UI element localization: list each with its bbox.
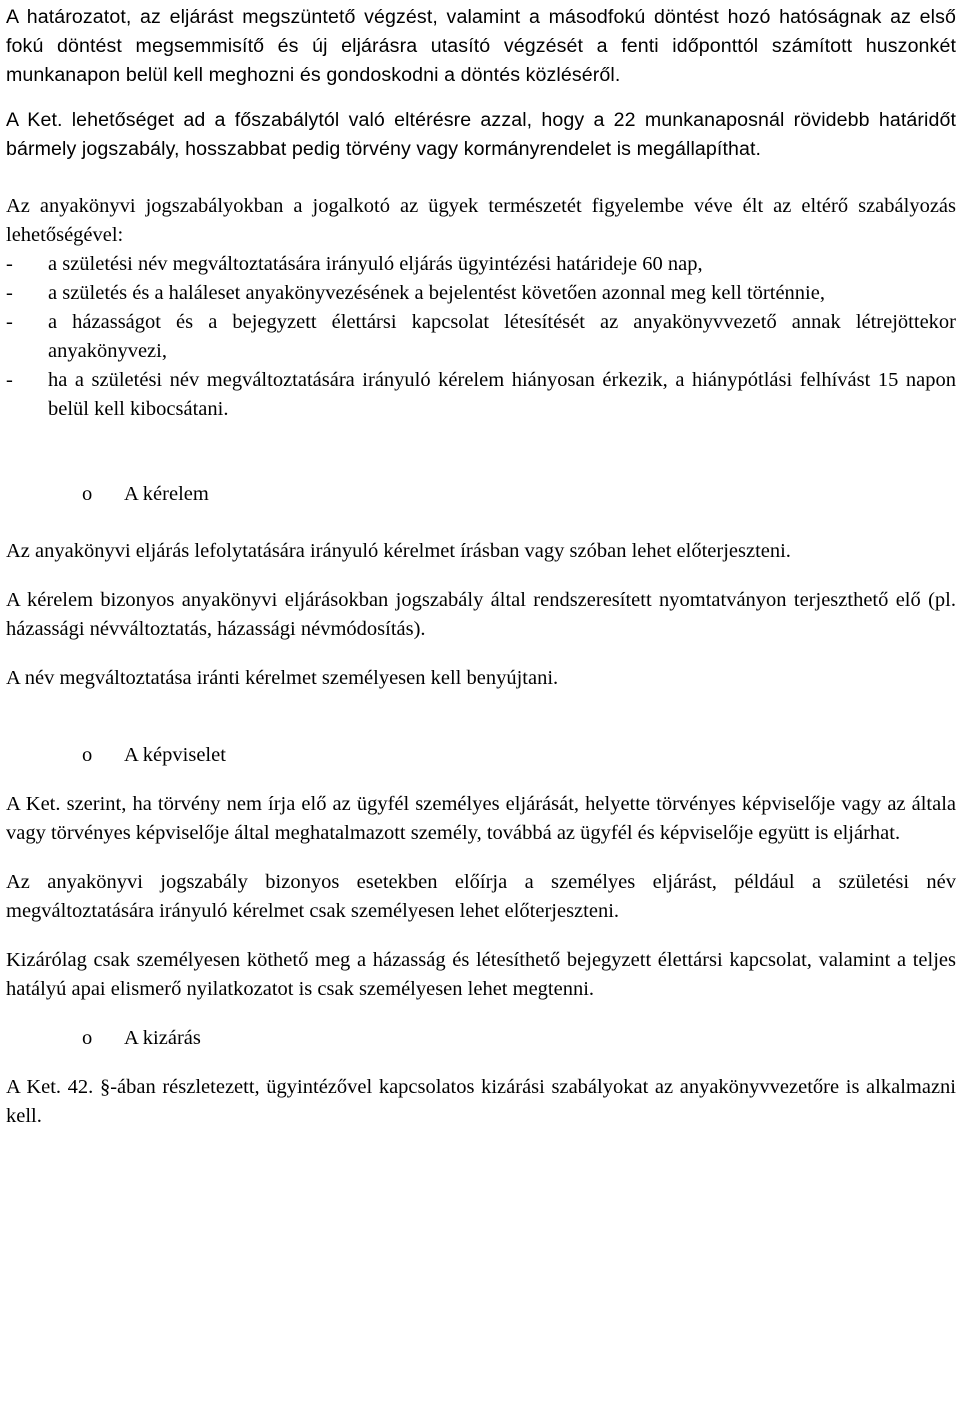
- list-item-text: a házasságot és a bejegyzett élettársi kapcsolat létesítését az anyakönyvvezető annak létrejöttekor anyakönyvezi,: [48, 311, 956, 362]
- exceptions-list: [6, 250, 956, 424]
- section-marker: o: [82, 483, 93, 505]
- list-item: [6, 250, 956, 279]
- section-heading-kepviselet: [6, 741, 956, 770]
- document-page: [6, 0, 956, 1131]
- section-title: A képviselet: [124, 744, 226, 766]
- list-item: [6, 308, 956, 366]
- paragraph-deadline: A határozatot, az eljárást megszüntető végzést, valamint a másodfokú döntést hozó hatóságnak az első fokú döntést megsemmisítő és új eljárásra utasító végzését a fenti időponttól számított huszonkét munkanapon belül kell meghozni és gondoskodni a döntés közléséről.: [6, 6, 956, 86]
- section-title: A kizárás: [124, 1027, 201, 1049]
- list-item: [6, 279, 956, 308]
- section-title: A kérelem: [124, 483, 209, 505]
- paragraph-kepviselet-ket: A Ket. szerint, ha törvény nem írja elő az ügyfél személyes eljárását, helyette törvényes képviselője vagy az általa vagy törvényes képviselője által meghatalmazott személy, továbbá az ügyfél és képviselője együtt is eljárhat.: [6, 793, 956, 844]
- paragraph-kizaras: A Ket. 42. §-ában részletezett, ügyintézővel kapcsolatos kizárási szabályokat az anyakönyvvezetőre is alkalmazni kell.: [6, 1076, 956, 1127]
- paragraph-kepviselet-hazassag: Kizárólag csak személyesen köthető meg a házasság és létesíthető bejegyzett élettársi kapcsolat, valamint a teljes hatályú apai elismerő nyilatkozatot is csak személyesen lehet megtenni.: [6, 949, 956, 1000]
- list-item: [6, 366, 956, 424]
- dash-bullet: -: [6, 369, 13, 391]
- dash-bullet: -: [6, 253, 13, 275]
- section-marker: o: [82, 744, 93, 766]
- paragraph-kepviselet-szemelyes: Az anyakönyvi jogszabály bizonyos esetekben előírja a személyes eljárást, például a születési név megváltoztatására irányuló kérelmet csak személyesen lehet előterjeszteni.: [6, 871, 956, 922]
- section-heading-kizaras: [6, 1024, 956, 1053]
- paragraph-ket-exception: A Ket. lehetőséget ad a főszabálytól való eltérésre azzal, hogy a 22 munkanaposnál rövidebb határidőt bármely jogszabály, hosszabbat pedig törvény vagy kormányrendelet is megállapíthat.: [6, 109, 956, 160]
- dash-bullet: -: [6, 282, 13, 304]
- dash-bullet: -: [6, 311, 13, 333]
- list-item-text: a születési név megváltoztatására irányuló eljárás ügyintézési határideje 60 nap,: [48, 253, 703, 275]
- paragraph-registry-rules: Az anyakönyvi jogszabályokban a jogalkotó az ügyek természetét figyelembe véve élt az eltérő szabályozás lehetőségével:: [6, 195, 956, 246]
- list-item-text: ha a születési név megváltoztatására irányuló kérelem hiányosan érkezik, a hiánypótlási felhívást 15 napon belül kell kibocsátani.: [48, 369, 956, 420]
- section-marker: o: [82, 1027, 93, 1049]
- section-heading-kerelem: [6, 480, 956, 509]
- paragraph-kerelem-nev: A név megváltoztatása iránti kérelmet személyesen kell benyújtani.: [6, 667, 559, 689]
- list-item-text: a születés és a haláleset anyakönyvezésének a bejelentést követően azonnal meg kell történnie,: [48, 282, 825, 304]
- paragraph-kerelem-nyomtatvany: A kérelem bizonyos anyakönyvi eljárásokban jogszabály által rendszeresített nyomtatványon terjeszthető elő (pl. házassági névváltoztatás, házassági névmódosítás).: [6, 589, 956, 640]
- paragraph-kerelem-form: Az anyakönyvi eljárás lefolytatására irányuló kérelmet írásban vagy szóban lehet előterjeszteni.: [6, 540, 791, 562]
